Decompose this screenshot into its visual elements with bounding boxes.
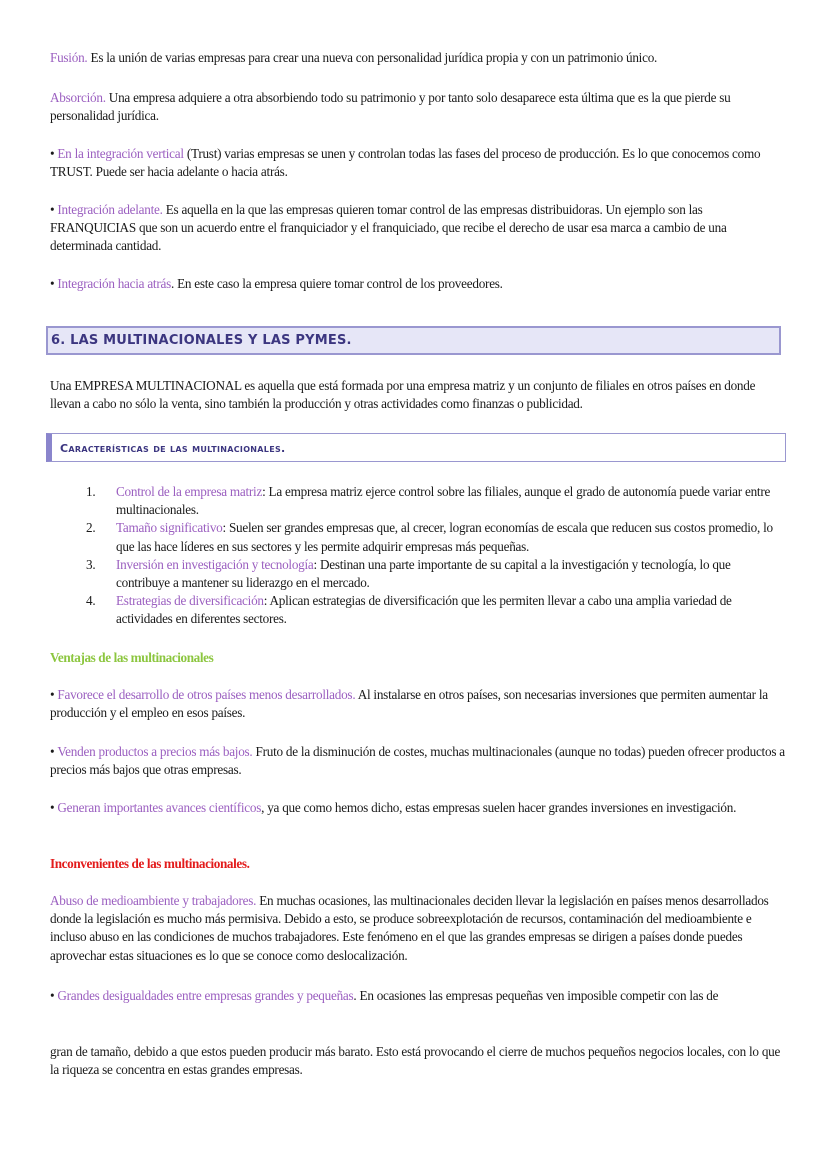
paragraph-ventaja (50, 743, 785, 779)
paragraph-definition (50, 377, 785, 413)
term-desigualdades: Grandes desigualdades entre empresas grandes y pequeñas (57, 988, 354, 1003)
text-ventaja: Al instalarse en otros países, son necesarias inversiones que permiten aumentar la producción y el empleo en esos países. (50, 687, 768, 721)
text-fusion: Es la unión de varias empresas para crear una nueva con personalidad jurídica propia y con un patrimonio único. (87, 50, 658, 65)
term-fusion: Fusión. (50, 50, 88, 65)
text-desigualdades: . En ocasiones las empresas pequeñas ven imposible competir con las de (353, 988, 719, 1003)
list-term: Estrategias de diversificación (116, 593, 264, 609)
paragraph-integracion-vertical (50, 145, 785, 181)
term-ventaja: Favorece el desarrollo de otros países menos desarrollados. (57, 687, 356, 702)
term-ventaja: Generan importantes avances científicos (57, 800, 262, 815)
bullet-icon: • (50, 202, 55, 217)
bullet-icon: • (50, 687, 55, 702)
list-item (86, 592, 786, 628)
term-ventaja: Venden productos a precios más bajos. (57, 744, 253, 759)
paragraph-fusion (50, 49, 785, 67)
paragraph-integracion-atras (50, 275, 785, 293)
term-integracion-atras: Integración hacia atrás (57, 276, 171, 291)
list-number: 1. (86, 484, 96, 499)
text-integracion-atras: . En este caso la empresa quiere tomar control de los proveedores. (170, 276, 503, 291)
list-text: : Destinan una parte importante de su capital a la investigación y tecnología, lo que contribuye a mantener su liderazgo en el mercado. (116, 556, 731, 591)
bullet-icon: • (50, 744, 55, 759)
list-item (86, 483, 786, 519)
characteristics-list (86, 483, 786, 629)
bullet-icon: • (50, 988, 55, 1003)
text-abuso: En muchas ocasiones, las multinacionales deciden llevar la legislación en países menos desarrollados donde la legislación es mucho más permisiva. Debido a esto, se produce sobreexplotación de recursos, contaminación del medioambiente e incluso abuso en las condiciones de muchos trabajadores. Este fenómeno en el que las grandes empresas se dirigen a países donde puedes aprovechar estas situaciones es lo que se conoce como deslocalización. (50, 893, 769, 963)
text-absorcion: Una empresa adquiere a otra absorbiendo todo su patrimonio y por tanto solo desaparece esta última que es la que pierde su personalidad jurídica. (50, 90, 731, 124)
section-heading (46, 326, 781, 355)
term-abuso: Abuso de medioambiente y trabajadores. (50, 893, 257, 908)
paragraph-desigualdades (50, 987, 785, 1005)
list-item (86, 556, 786, 592)
list-item (86, 519, 786, 555)
list-text: : La empresa matriz ejerce control sobre las filiales, aunque el grado de autonomía puede variar entre multinacionales. (116, 484, 771, 518)
bullet-icon: • (50, 146, 55, 161)
term-integracion-adelante: Integración adelante. (57, 202, 163, 217)
subsection-heading (46, 433, 786, 462)
text-integracion-vertical: (Trust) varias empresas se unen y controlan todas las fases del proceso de producción. Es lo que conocemos como TRUST. Puede ser hacia adelante o hacia atrás. (50, 146, 761, 180)
text-ventaja: Fruto de la disminución de costes, muchas multinacionales (aunque no todas) pueden ofrecer productos a precios más bajos que otras empresas. (50, 744, 785, 778)
term-integracion-vertical: En la integración vertical (57, 146, 184, 161)
inconvenientes-heading: Inconvenientes de las multinacionales. (50, 856, 250, 871)
continuation-text: gran de tamaño, debido a que estos pueden producir más barato. Esto está provocando el cierre de muchos pequeños negocios locales, con lo que la riqueza se concentra en estas grandes empresas. (50, 1044, 781, 1078)
term-absorcion: Absorción. (50, 90, 106, 105)
paragraph-ventaja (50, 686, 785, 722)
list-text: : Aplican estrategias de diversificación que les permiten llevar a cabo una amplia variedad de actividades en diferentes sectores. (116, 593, 732, 627)
bullet-icon: • (50, 800, 55, 815)
list-term: Inversión en investigación y tecnología (116, 556, 314, 572)
list-number: 2. (86, 520, 96, 536)
paragraph-abuso (50, 892, 785, 965)
text-integracion-adelante: Es aquella en la que las empresas quieren tomar control de las empresas distribuidoras. Un ejemplo son las FRANQUICIAS que son un acuerdo entre el franquiciador y el franquiciado, que recibe el derecho de usar esa marca a cambio de una determinada cantidad. (50, 202, 727, 254)
subsection-title: Características de las multinacionales. (60, 442, 286, 455)
list-number: 4. (86, 593, 96, 609)
section-title: 6. LAS MULTINACIONALES Y LAS PYMES. (51, 333, 352, 348)
list-text: : Suelen ser grandes empresas que, al crecer, logran economías de escala que reducen sus costos promedio, lo que las hace líderes en sus sectores y les permite adquirir empresas más pequeñas. (116, 520, 773, 554)
paragraph-absorcion (50, 89, 785, 125)
bullet-icon: • (50, 276, 55, 291)
list-term: Control de la empresa matriz (116, 484, 263, 499)
text-ventaja: , ya que como hemos dicho, estas empresas suelen hacer grandes inversiones en investigación. (261, 800, 737, 815)
paragraph-continuation (50, 1043, 785, 1079)
list-number: 3. (86, 556, 96, 572)
paragraph-integracion-adelante (50, 201, 785, 256)
ventajas-heading: Ventajas de las multinacionales (50, 650, 214, 665)
paragraph-ventaja (50, 799, 785, 817)
definition-text: Una EMPRESA MULTINACIONAL es aquella que está formada por una empresa matriz y un conjunto de filiales en otros países en donde llevan a cabo no sólo la venta, sino también la producción y otras actividades como finanzas o publicidad. (50, 378, 756, 412)
list-term: Tamaño significativo (116, 520, 223, 536)
